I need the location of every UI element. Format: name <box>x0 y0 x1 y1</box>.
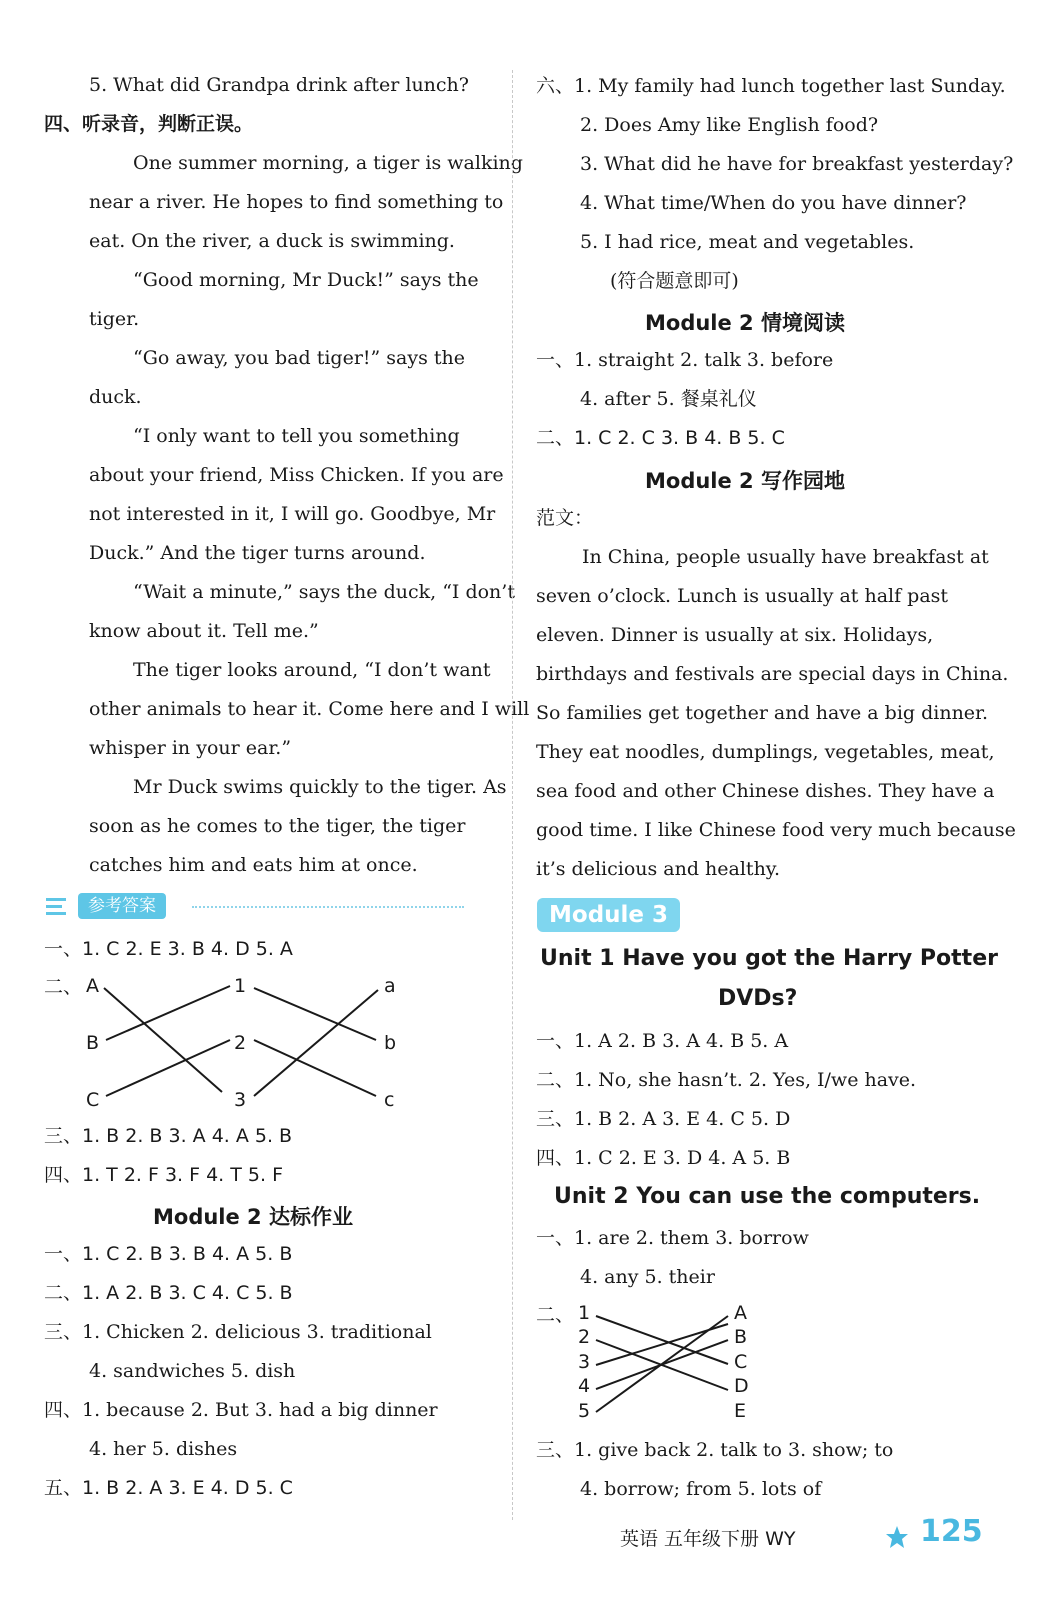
homework-line-3b: 4. sandwiches 5. dish <box>89 1360 296 1382</box>
story-line: “Good morning, Mr Duck!” says the <box>133 269 479 291</box>
unit-1-line-2: 二、1. No, she hasn’t. 2. Yes, I/we have. <box>536 1069 917 1091</box>
essay-line: sea food and other Chinese dishes. They have a <box>536 780 995 802</box>
unit-2-title: Unit 2 You can use the computers. <box>554 1184 981 1209</box>
homework-line-3a: 三、1. Chicken 2. delicious 3. traditional <box>44 1321 432 1343</box>
story-line: The tiger looks around, “I don’t want <box>133 659 491 681</box>
section-6-line: 4. What time/When do you have dinner? <box>580 192 967 214</box>
homework-line-1: 一、1. C 2. B 3. B 4. A 5. B <box>44 1243 293 1265</box>
page-number: 125 <box>920 1514 983 1549</box>
story-line: eat. On the river, a duck is swimming. <box>89 230 455 252</box>
match-mid-label: 1 <box>234 975 247 997</box>
story-line: soon as he comes to the tiger, the tiger <box>89 815 466 837</box>
homework-line-5: 五、1. B 2. A 3. E 4. D 5. C <box>44 1477 293 1499</box>
essay-line: it’s delicious and healthy. <box>536 858 781 880</box>
section-6-line: 2. Does Amy like English food? <box>580 114 879 136</box>
story-line: catches him and eats him at once. <box>89 854 418 876</box>
story-line: about your friend, Miss Chicken. If you are <box>89 464 504 486</box>
unit-2-line-3a: 三、1. give back 2. talk to 3. show; to <box>536 1439 894 1461</box>
note: (符合题意即可) <box>610 270 739 292</box>
story-line: know about it. Tell me.” <box>89 620 319 642</box>
sample-label: 范文： <box>536 507 594 529</box>
story-line: duck. <box>89 386 142 408</box>
match-right-label: c <box>384 1089 395 1111</box>
answer-line-4: 四、1. T 2. F 3. F 4. T 5. F <box>44 1164 283 1186</box>
match-right-label: b <box>384 1032 397 1054</box>
story-line: not interested in it, I will go. Goodbye, Mr <box>89 503 496 525</box>
essay-line: So families get together and have a big dinner. <box>536 702 989 724</box>
match-number: 1 <box>578 1302 591 1324</box>
story-line: Mr Duck swims quickly to the tiger. As <box>133 776 507 798</box>
essay-line: seven o’clock. Lunch is usually at half past <box>536 585 949 607</box>
section-4-title: 四、听录音，判断正误。 <box>44 113 254 135</box>
unit-1-line-4: 四、1. C 2. E 3. D 4. A 5. B <box>536 1147 791 1169</box>
story-line: “Go away, you bad tiger!” says the <box>133 347 466 369</box>
matching-lines <box>0 0 520 1200</box>
section-6-line: 5. I had rice, meat and vegetables. <box>580 231 915 253</box>
match-number: 4 <box>578 1375 591 1397</box>
story-line: “Wait a minute,” says the duck, “I don’t <box>133 581 515 603</box>
question-5: 5. What did Grandpa drink after lunch? <box>89 74 469 96</box>
story-line: tiger. <box>89 308 140 330</box>
module-3-badge: Module 3 <box>537 898 680 932</box>
match-left-label: A <box>86 975 99 997</box>
column-divider <box>512 70 513 1520</box>
footer-label: 英语 五年级下册 WY <box>620 1528 796 1550</box>
essay-line: In China, people usually have breakfast at <box>582 546 989 568</box>
story-line: near a river. He hopes to find something to <box>89 191 504 213</box>
section-6-line: 六、1. My family had lunch together last Sunday. <box>536 75 1006 97</box>
essay-line: birthdays and festivals are special days in China. <box>536 663 1009 685</box>
match-number: 2 <box>578 1326 591 1348</box>
answer-line-1: 一、1. C 2. E 3. B 4. D 5. A <box>44 938 293 960</box>
match-letter: A <box>734 1302 747 1324</box>
match-number: 3 <box>578 1351 591 1373</box>
answer-line-2-prefix: 二、 <box>44 976 83 998</box>
homework-line-2: 二、1. A 2. B 3. C 4. C 5. B <box>44 1282 293 1304</box>
reading-title: Module 2 情境阅读 <box>645 311 845 335</box>
match-letter: B <box>734 1326 748 1348</box>
essay-line: eleven. Dinner is usually at six. Holidays, <box>536 624 934 646</box>
star-icon <box>884 1524 910 1550</box>
match-left-label: B <box>86 1032 100 1054</box>
reading-line-1b: 4. after 5. 餐桌礼仪 <box>580 388 757 410</box>
homework-line-4b: 4. her 5. dishes <box>89 1438 238 1460</box>
match-left-label: C <box>86 1089 100 1111</box>
unit-2-line-3b: 4. borrow; from 5. lots of <box>580 1478 822 1500</box>
match-mid-label: 2 <box>234 1032 247 1054</box>
answer-line-3: 三、1. B 2. B 3. A 4. A 5. B <box>44 1125 293 1147</box>
unit-2-line-1b: 4. any 5. their <box>580 1266 715 1288</box>
match-letter: C <box>734 1351 748 1373</box>
unit-2-matching-lines <box>520 0 1064 1500</box>
reading-line-2: 二、1. C 2. C 3. B 4. B 5. C <box>536 427 785 449</box>
essay-line: good time. I like Chinese food very much because <box>536 819 1016 841</box>
match-letter: D <box>734 1375 749 1397</box>
unit-2-line-2-prefix: 二、 <box>536 1304 575 1326</box>
section-6-line: 3. What did he have for breakfast yesterday? <box>580 153 1014 175</box>
unit-1-line-1: 一、1. A 2. B 3. A 4. B 5. A <box>536 1030 789 1052</box>
writing-title: Module 2 写作园地 <box>645 469 845 493</box>
story-line: other animals to hear it. Come here and I will <box>89 698 530 720</box>
homework-line-4a: 四、1. because 2. But 3. had a big dinner <box>44 1399 438 1421</box>
essay-line: They eat noodles, dumplings, vegetables, meat, <box>536 741 995 763</box>
story-line: whisper in your ear.” <box>89 737 292 759</box>
story-line: “I only want to tell you something <box>133 425 460 447</box>
match-letter: E <box>734 1400 747 1422</box>
reading-line-1a: 一、1. straight 2. talk 3. before <box>536 349 834 371</box>
unit-2-line-1a: 一、1. are 2. them 3. borrow <box>536 1227 809 1249</box>
unit-1-line-3: 三、1. B 2. A 3. E 4. C 5. D <box>536 1108 791 1130</box>
story-line: One summer morning, a tiger is walking <box>133 152 523 174</box>
unit-1-title: Unit 1 Have you got the Harry Potter <box>540 946 998 971</box>
story-line: Duck.” And the tiger turns around. <box>89 542 426 564</box>
answers-badge: 参考答案 <box>78 893 166 919</box>
homework-title: Module 2 达标作业 <box>153 1205 353 1229</box>
unit-1-title-cont: DVDs? <box>718 986 798 1011</box>
match-right-label: a <box>384 975 396 997</box>
match-number: 5 <box>578 1400 591 1422</box>
match-mid-label: 3 <box>234 1089 247 1111</box>
